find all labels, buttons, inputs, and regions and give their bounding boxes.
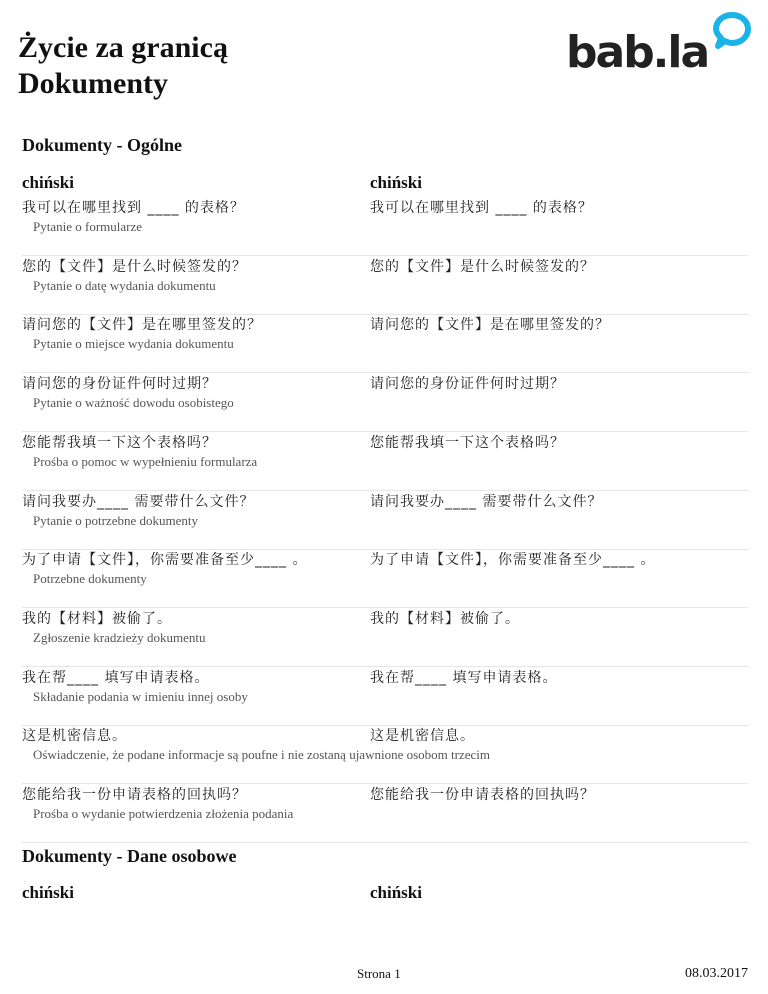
phrase-row bbox=[22, 373, 748, 432]
babla-logo bbox=[566, 12, 756, 80]
phrase-row bbox=[22, 608, 748, 667]
phrase-right: 这是机密信息。 bbox=[370, 728, 475, 745]
phrase-right: 我可以在哪里找到 ____ 的表格？ bbox=[370, 200, 593, 216]
phrase-row bbox=[22, 256, 748, 315]
phrase-description: Pytanie o datę wydania dokumentu bbox=[33, 277, 216, 293]
phrase-description: Potrzebne dokumenty bbox=[33, 571, 147, 587]
title-line-1: Życie za granicą bbox=[18, 31, 228, 64]
phrase-description: Oświadczenie, że podane informacje są poufne i nie zostaną ujawnione osobom trzecim bbox=[33, 747, 490, 763]
phrase-description: Pytanie o ważność dowodu osobistego bbox=[33, 395, 234, 411]
phrase-description: Prośba o wydanie potwierdzenia złożenia podania bbox=[33, 806, 294, 821]
phrase-row bbox=[22, 314, 748, 373]
speech-bubble-icon bbox=[712, 12, 752, 52]
phrase-right: 您能帮我填一下这个表格吗？ bbox=[370, 434, 565, 451]
phrase-right: 请问我要办____ 需要带什么文件？ bbox=[370, 493, 603, 510]
phrase-left: 我的【材料】被偷了。 bbox=[22, 610, 172, 627]
phrase-right: 请问您的身份证件何时过期？ bbox=[370, 376, 565, 393]
footer-date: 08.03.2017 bbox=[685, 966, 748, 981]
phrase-row bbox=[22, 491, 748, 550]
column-header-right-2: chiński bbox=[370, 883, 422, 902]
phrase-right: 我在帮____ 填写申请表格。 bbox=[370, 669, 558, 686]
column-header-left-2: chiński bbox=[22, 883, 74, 902]
phrase-left: 请问您的身份证件何时过期？ bbox=[22, 376, 217, 393]
phrase-left: 我可以在哪里找到 ____ 的表格？ bbox=[22, 200, 245, 216]
phrase-right: 请问您的【文件】是在哪里签发的？ bbox=[370, 317, 610, 334]
phrase-description: Prośba o pomoc w wypełnieniu formularza bbox=[33, 453, 258, 469]
phrase-left: 我在帮____ 填写申请表格。 bbox=[22, 669, 210, 686]
phrase-description: Pytanie o formularze bbox=[33, 219, 143, 234]
phrase-description: Zgłoszenie kradzieży dokumentu bbox=[33, 629, 206, 645]
phrase-left: 请问您的【文件】是在哪里签发的？ bbox=[22, 317, 262, 334]
phrase-description: Pytanie o miejsce wydania dokumentu bbox=[33, 336, 234, 352]
section-title-general: Dokumenty - Ogólne bbox=[22, 135, 183, 155]
phrase-row bbox=[22, 784, 748, 843]
phrase-description: Pytanie o potrzebne dokumenty bbox=[33, 512, 198, 528]
phrase-right: 我的【材料】被偷了。 bbox=[370, 610, 520, 627]
phrase-row bbox=[22, 667, 748, 726]
phrase-row bbox=[22, 432, 748, 491]
phrase-row bbox=[22, 197, 748, 256]
phrase-left: 请问我要办____ 需要带什么文件？ bbox=[22, 493, 255, 510]
phrase-right: 您的【文件】是什么时候签发的？ bbox=[370, 258, 595, 275]
logo-text: bab.la bbox=[566, 27, 709, 78]
phrase-left: 您能帮我填一下这个表格吗？ bbox=[22, 434, 217, 451]
phrase-left: 您的【文件】是什么时候签发的？ bbox=[22, 258, 247, 275]
section-title-personal-data: Dokumenty - Dane osobowe bbox=[22, 846, 237, 866]
phrase-right: 您能给我一份申请表格的回执吗？ bbox=[370, 787, 595, 803]
phrase-right: 为了申请【文件】，你需要准备至少____ 。 bbox=[370, 552, 656, 569]
phrase-left: 这是机密信息。 bbox=[22, 728, 127, 745]
column-header-left: chiński bbox=[22, 173, 74, 192]
phrase-row bbox=[22, 549, 748, 608]
column-header-right: chiński bbox=[370, 173, 422, 192]
title-line-2: Dokumenty bbox=[18, 67, 169, 100]
page-number: Strona 1 bbox=[357, 966, 401, 981]
phrase-row bbox=[22, 725, 748, 784]
phrase-left: 为了申请【文件】，你需要准备至少____ 。 bbox=[22, 552, 308, 569]
phrase-description: Składanie podania w imieniu innej osoby bbox=[33, 688, 248, 704]
page-title bbox=[18, 30, 228, 102]
phrase-left: 您能给我一份申请表格的回执吗？ bbox=[22, 787, 247, 803]
